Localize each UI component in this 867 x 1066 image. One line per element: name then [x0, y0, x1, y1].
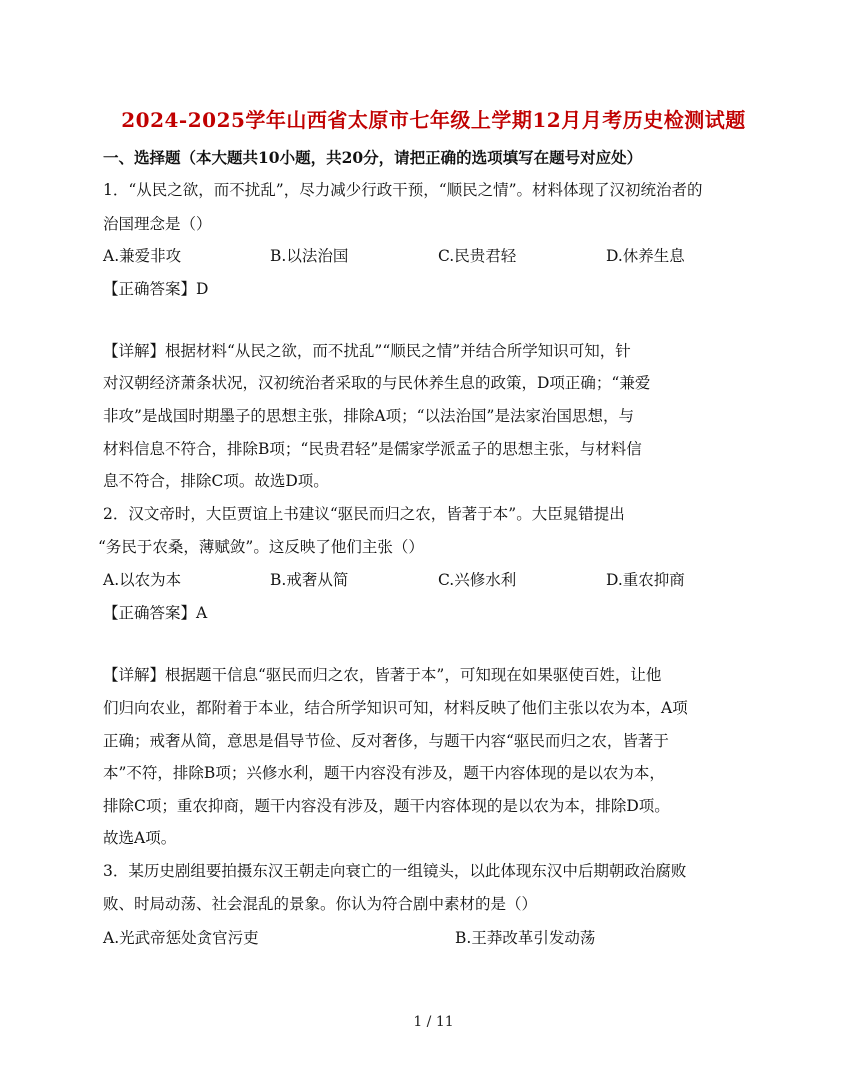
q1-explain-line: 对汉朝经济萧条状况，汉初统治者采取的与民休养生息的政策，D项正确；“兼爱: [103, 374, 651, 392]
q1-stem-line2: 治国理念是（）: [103, 215, 212, 233]
q1-explain-line: 【详解】根据材料“从民之欲，而不扰乱”“顺民之情”并结合所学知识可知，针: [103, 342, 631, 360]
document-title: 2024-2025学年山西省太原市七年级上学期12月月考历史检测试题: [121, 108, 746, 132]
q2-option-c: C.兴修水利: [438, 571, 517, 589]
q2-explain-line: 们归向农业，都附着于本业，结合所学知识可知，材料反映了他们主张以农为本，A项: [103, 699, 688, 717]
q2-stem-line2: “务民于农桑，薄赋敛”。这反映了他们主张（）: [98, 538, 424, 556]
q1-option-a: A.兼爱非攻: [103, 247, 182, 265]
section-header: 一、选择题（本大题共10小题，共20分，请把正确的选项填写在题号对应处）: [103, 148, 643, 167]
q1-stem-line1: 1．“从民之欲，而不扰乱”，尽力减少行政干预，“顺民之情”。材料体现了汉初统治者的: [103, 181, 703, 199]
q3-option-a: A.光武帝惩处贪官污吏: [103, 929, 259, 947]
q3-stem-line1: 3．某历史剧组要拍摄东汉王朝走向衰亡的一组镜头，以此体现东汉中后期朝政治腐败: [103, 862, 687, 880]
q2-explain-line: 排除C项；重农抑商，题干内容没有涉及，题干内容体现的是以农为本，排除D项。: [103, 797, 670, 815]
q3-stem-line2: 败、时局动荡、社会混乱的景象。你认为符合剧中素材的是（）: [103, 895, 538, 913]
q1-option-c: C.民贵君轻: [438, 247, 517, 265]
q1-explain-line: 息不符合，排除C项。故选D项。: [103, 472, 329, 490]
q2-explain-line: 【详解】根据题干信息“驱民而归之农，皆著于本”，可知现在如果驱使百姓，让他: [103, 666, 662, 684]
q2-option-a: A.以农为本: [103, 571, 182, 589]
q2-explain-line: 故选A项。: [103, 829, 177, 847]
q1-explain-line: 非攻”是战国时期墨子的思想主张，排除A项；“以法治国”是法家治国思想，与: [103, 407, 634, 425]
q1-option-b: B.以法治国: [270, 247, 349, 265]
q2-option-b: B.戒奢从简: [270, 571, 349, 589]
q2-answer: 【正确答案】A: [103, 604, 208, 622]
q2-stem-line1: 2．汉文帝时，大臣贾谊上书建议“驱民而归之农，皆著于本”。大臣晁错提出: [103, 505, 625, 523]
q1-option-d: D.休养生息: [606, 247, 685, 265]
q1-answer: 【正确答案】D: [103, 280, 209, 298]
page-number: 1 / 11: [413, 1014, 454, 1030]
q2-option-d: D.重农抑商: [606, 571, 685, 589]
q3-option-b: B.王莽改革引发动荡: [455, 929, 596, 947]
q1-explain-line: 材料信息不符合，排除B项；“民贵君轻”是儒家学派孟子的思想主张，与材料信: [103, 440, 642, 458]
q2-explain-line: 本”不符，排除B项；兴修水利，题干内容没有涉及，题干内容体现的是以农为本，: [103, 764, 665, 782]
q2-explain-line: 正确；戒奢从简，意思是倡导节俭、反对奢侈，与题干内容“驱民而归之农，皆著于: [103, 732, 669, 750]
